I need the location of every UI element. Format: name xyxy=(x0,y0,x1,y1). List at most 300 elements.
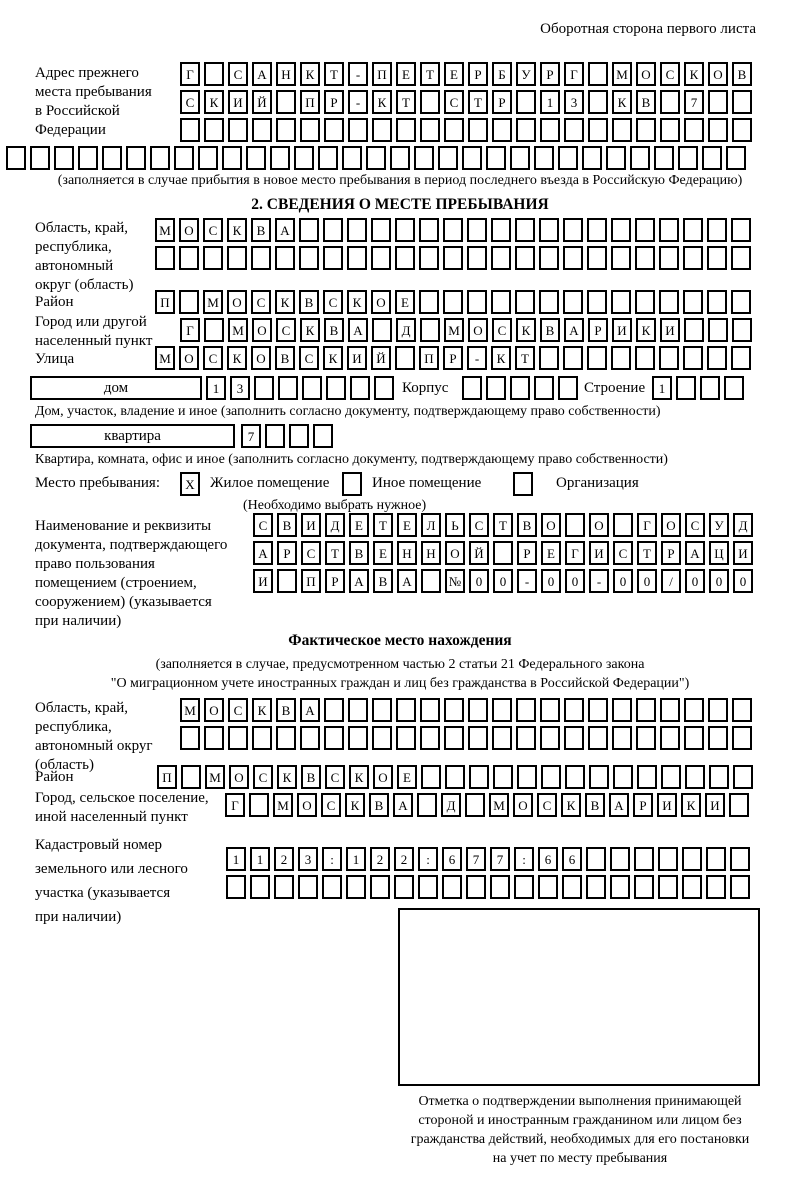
char-box[interactable] xyxy=(582,146,602,170)
char-box[interactable] xyxy=(586,875,606,899)
char-box[interactable] xyxy=(390,146,410,170)
char-box[interactable] xyxy=(30,146,50,170)
char-box[interactable] xyxy=(635,246,655,270)
apartment-type-box[interactable]: квартира xyxy=(30,424,235,448)
char-box[interactable] xyxy=(180,726,200,750)
char-box[interactable]: К xyxy=(561,793,581,817)
char-box[interactable]: 0 xyxy=(733,569,753,593)
char-box[interactable] xyxy=(419,290,439,314)
char-box[interactable]: К xyxy=(681,793,701,817)
char-box[interactable]: Р xyxy=(325,569,345,593)
char-box[interactable]: 7 xyxy=(684,90,704,114)
char-box[interactable] xyxy=(707,346,727,370)
char-box[interactable]: А xyxy=(253,541,273,565)
char-box[interactable] xyxy=(588,90,608,114)
char-box[interactable]: 3 xyxy=(230,376,250,400)
char-box[interactable]: Й xyxy=(469,541,489,565)
char-box[interactable] xyxy=(635,218,655,242)
char-box[interactable]: Т xyxy=(515,346,535,370)
char-box[interactable]: К xyxy=(323,346,343,370)
char-box[interactable] xyxy=(490,875,510,899)
char-box[interactable] xyxy=(198,146,218,170)
char-box[interactable]: Р xyxy=(324,90,344,114)
char-box[interactable] xyxy=(324,726,344,750)
char-box[interactable] xyxy=(658,875,678,899)
char-box[interactable] xyxy=(396,726,416,750)
char-box[interactable] xyxy=(564,118,584,142)
char-box[interactable]: С xyxy=(180,90,200,114)
char-box[interactable]: 3 xyxy=(564,90,584,114)
char-box[interactable]: К xyxy=(516,318,536,342)
char-box[interactable] xyxy=(491,218,511,242)
char-box[interactable] xyxy=(322,875,342,899)
char-box[interactable]: 1 xyxy=(652,376,672,400)
char-box[interactable] xyxy=(371,218,391,242)
char-box[interactable] xyxy=(174,146,194,170)
char-box[interactable] xyxy=(709,765,729,789)
char-box[interactable] xyxy=(564,726,584,750)
char-box[interactable] xyxy=(491,246,511,270)
char-box[interactable]: Т xyxy=(493,513,513,537)
char-box[interactable] xyxy=(514,875,534,899)
char-box[interactable]: О xyxy=(229,765,249,789)
char-box[interactable]: С xyxy=(537,793,557,817)
char-box[interactable] xyxy=(707,290,727,314)
char-box[interactable] xyxy=(294,146,314,170)
char-box[interactable] xyxy=(708,318,728,342)
char-box[interactable] xyxy=(612,118,632,142)
char-box[interactable]: М xyxy=(155,346,175,370)
char-box[interactable]: У xyxy=(516,62,536,86)
char-box[interactable]: В xyxy=(324,318,344,342)
char-box[interactable] xyxy=(395,246,415,270)
char-box[interactable]: Й xyxy=(252,90,272,114)
char-box[interactable] xyxy=(467,290,487,314)
char-box[interactable] xyxy=(732,318,752,342)
char-box[interactable]: С xyxy=(492,318,512,342)
char-box[interactable] xyxy=(444,698,464,722)
char-box[interactable]: И xyxy=(589,541,609,565)
char-box[interactable] xyxy=(181,765,201,789)
char-box[interactable]: И xyxy=(705,793,725,817)
char-box[interactable] xyxy=(444,118,464,142)
char-box[interactable]: М xyxy=(612,62,632,86)
char-box[interactable] xyxy=(126,146,146,170)
char-box[interactable]: 1 xyxy=(206,376,226,400)
char-box[interactable]: И xyxy=(347,346,367,370)
char-box[interactable] xyxy=(444,726,464,750)
char-box[interactable]: К xyxy=(491,346,511,370)
char-box[interactable] xyxy=(299,246,319,270)
char-box[interactable] xyxy=(540,118,560,142)
char-box[interactable] xyxy=(468,726,488,750)
char-box[interactable]: В xyxy=(369,793,389,817)
char-box[interactable]: А xyxy=(348,318,368,342)
char-box[interactable] xyxy=(204,62,224,86)
char-box[interactable]: О xyxy=(252,318,272,342)
char-box[interactable] xyxy=(421,765,441,789)
char-box[interactable] xyxy=(323,218,343,242)
char-box[interactable] xyxy=(372,726,392,750)
char-box[interactable]: Л xyxy=(421,513,441,537)
char-box[interactable] xyxy=(731,290,751,314)
char-box[interactable] xyxy=(486,146,506,170)
char-box[interactable]: Г xyxy=(637,513,657,537)
char-box[interactable] xyxy=(635,290,655,314)
char-box[interactable]: 1 xyxy=(226,847,246,871)
char-box[interactable]: 7 xyxy=(466,847,486,871)
char-box[interactable]: № xyxy=(445,569,465,593)
char-box[interactable] xyxy=(465,793,485,817)
char-box[interactable]: А xyxy=(300,698,320,722)
stay-option-org-checkbox[interactable] xyxy=(513,472,533,496)
char-box[interactable]: С xyxy=(253,765,273,789)
char-box[interactable] xyxy=(418,875,438,899)
char-box[interactable]: И xyxy=(301,513,321,537)
char-box[interactable]: О xyxy=(468,318,488,342)
char-box[interactable] xyxy=(289,424,309,448)
char-box[interactable]: Е xyxy=(397,765,417,789)
char-box[interactable] xyxy=(324,698,344,722)
char-box[interactable] xyxy=(731,218,751,242)
char-box[interactable]: К xyxy=(372,90,392,114)
char-box[interactable]: - xyxy=(589,569,609,593)
char-box[interactable] xyxy=(515,218,535,242)
char-box[interactable] xyxy=(420,318,440,342)
char-box[interactable] xyxy=(323,246,343,270)
char-box[interactable] xyxy=(6,146,26,170)
char-box[interactable]: Е xyxy=(541,541,561,565)
char-box[interactable]: Е xyxy=(349,513,369,537)
char-box[interactable]: 6 xyxy=(538,847,558,871)
char-box[interactable] xyxy=(395,346,415,370)
char-box[interactable]: О xyxy=(297,793,317,817)
char-box[interactable]: Д xyxy=(396,318,416,342)
char-box[interactable] xyxy=(613,513,633,537)
char-box[interactable] xyxy=(731,346,751,370)
char-box[interactable]: О xyxy=(227,290,247,314)
char-box[interactable] xyxy=(462,376,482,400)
char-box[interactable] xyxy=(275,246,295,270)
char-box[interactable]: 0 xyxy=(565,569,585,593)
char-box[interactable]: 1 xyxy=(540,90,560,114)
char-box[interactable]: М xyxy=(273,793,293,817)
char-box[interactable] xyxy=(538,875,558,899)
char-box[interactable]: Р xyxy=(277,541,297,565)
char-box[interactable] xyxy=(724,376,744,400)
char-box[interactable] xyxy=(732,118,752,142)
char-box[interactable]: П xyxy=(419,346,439,370)
char-box[interactable] xyxy=(222,146,242,170)
char-box[interactable] xyxy=(708,726,728,750)
char-box[interactable] xyxy=(250,875,270,899)
char-box[interactable] xyxy=(251,246,271,270)
char-box[interactable] xyxy=(228,726,248,750)
char-box[interactable]: В xyxy=(349,541,369,565)
char-box[interactable]: 0 xyxy=(637,569,657,593)
char-box[interactable] xyxy=(180,118,200,142)
char-box[interactable] xyxy=(396,118,416,142)
char-box[interactable]: К xyxy=(300,318,320,342)
char-box[interactable] xyxy=(366,146,386,170)
stay-option-inoe-checkbox[interactable] xyxy=(342,472,362,496)
char-box[interactable] xyxy=(516,698,536,722)
char-box[interactable]: М xyxy=(203,290,223,314)
char-box[interactable] xyxy=(541,765,561,789)
char-box[interactable] xyxy=(612,698,632,722)
char-box[interactable]: Е xyxy=(396,62,416,86)
char-box[interactable] xyxy=(318,146,338,170)
char-box[interactable] xyxy=(277,569,297,593)
char-box[interactable]: Ь xyxy=(445,513,465,537)
char-box[interactable]: Ц xyxy=(709,541,729,565)
char-box[interactable]: А xyxy=(609,793,629,817)
char-box[interactable] xyxy=(492,118,512,142)
char-box[interactable]: 1 xyxy=(250,847,270,871)
char-box[interactable] xyxy=(204,318,224,342)
char-box[interactable]: А xyxy=(393,793,413,817)
char-box[interactable] xyxy=(372,118,392,142)
char-box[interactable] xyxy=(467,246,487,270)
char-box[interactable] xyxy=(683,290,703,314)
char-box[interactable] xyxy=(462,146,482,170)
char-box[interactable] xyxy=(300,118,320,142)
char-box[interactable] xyxy=(733,765,753,789)
char-box[interactable] xyxy=(348,698,368,722)
char-box[interactable]: О xyxy=(513,793,533,817)
char-box[interactable]: С xyxy=(228,62,248,86)
char-box[interactable] xyxy=(659,346,679,370)
char-box[interactable] xyxy=(660,726,680,750)
char-box[interactable] xyxy=(347,218,367,242)
char-box[interactable] xyxy=(372,698,392,722)
char-box[interactable] xyxy=(586,847,606,871)
char-box[interactable]: В xyxy=(585,793,605,817)
char-box[interactable]: 2 xyxy=(370,847,390,871)
char-box[interactable]: С xyxy=(469,513,489,537)
char-box[interactable] xyxy=(420,90,440,114)
char-box[interactable] xyxy=(372,318,392,342)
char-box[interactable] xyxy=(587,290,607,314)
char-box[interactable] xyxy=(420,698,440,722)
char-box[interactable]: 0 xyxy=(685,569,705,593)
char-box[interactable]: О xyxy=(204,698,224,722)
char-box[interactable]: К xyxy=(204,90,224,114)
char-box[interactable]: М xyxy=(489,793,509,817)
char-box[interactable]: К xyxy=(636,318,656,342)
char-box[interactable]: О xyxy=(636,62,656,86)
char-box[interactable] xyxy=(660,118,680,142)
char-box[interactable] xyxy=(228,118,248,142)
char-box[interactable] xyxy=(587,218,607,242)
char-box[interactable] xyxy=(276,726,296,750)
char-box[interactable] xyxy=(298,875,318,899)
char-box[interactable]: С xyxy=(253,513,273,537)
char-box[interactable] xyxy=(252,118,272,142)
char-box[interactable] xyxy=(443,246,463,270)
char-box[interactable] xyxy=(274,875,294,899)
char-box[interactable]: Т xyxy=(637,541,657,565)
char-box[interactable] xyxy=(204,726,224,750)
char-box[interactable] xyxy=(370,875,390,899)
char-box[interactable]: 0 xyxy=(493,569,513,593)
char-box[interactable]: : xyxy=(514,847,534,871)
char-box[interactable]: А xyxy=(349,569,369,593)
char-box[interactable] xyxy=(611,290,631,314)
char-box[interactable]: С xyxy=(276,318,296,342)
char-box[interactable] xyxy=(588,62,608,86)
char-box[interactable]: С xyxy=(251,290,271,314)
char-box[interactable] xyxy=(515,290,535,314)
char-box[interactable] xyxy=(634,847,654,871)
char-box[interactable]: Г xyxy=(180,62,200,86)
char-box[interactable] xyxy=(540,726,560,750)
char-box[interactable] xyxy=(539,218,559,242)
char-box[interactable] xyxy=(565,765,585,789)
char-box[interactable]: - xyxy=(348,90,368,114)
char-box[interactable] xyxy=(682,847,702,871)
char-box[interactable] xyxy=(707,218,727,242)
char-box[interactable]: С xyxy=(203,218,223,242)
char-box[interactable] xyxy=(324,118,344,142)
char-box[interactable]: К xyxy=(275,290,295,314)
char-box[interactable]: К xyxy=(345,793,365,817)
char-box[interactable] xyxy=(302,376,322,400)
char-box[interactable]: 2 xyxy=(394,847,414,871)
char-box[interactable] xyxy=(611,218,631,242)
char-box[interactable]: С xyxy=(321,793,341,817)
char-box[interactable] xyxy=(589,765,609,789)
char-box[interactable] xyxy=(630,146,650,170)
char-box[interactable] xyxy=(493,541,513,565)
char-box[interactable]: И xyxy=(228,90,248,114)
char-box[interactable] xyxy=(637,765,657,789)
char-box[interactable]: Р xyxy=(443,346,463,370)
char-box[interactable] xyxy=(445,765,465,789)
char-box[interactable]: В xyxy=(517,513,537,537)
char-box[interactable] xyxy=(342,146,362,170)
char-box[interactable]: К xyxy=(227,218,247,242)
char-box[interactable] xyxy=(659,218,679,242)
char-box[interactable] xyxy=(654,146,674,170)
char-box[interactable] xyxy=(227,246,247,270)
char-box[interactable] xyxy=(102,146,122,170)
char-box[interactable] xyxy=(612,726,632,750)
char-box[interactable] xyxy=(278,376,298,400)
char-box[interactable] xyxy=(442,875,462,899)
char-box[interactable] xyxy=(700,376,720,400)
char-box[interactable]: В xyxy=(732,62,752,86)
char-box[interactable] xyxy=(313,424,333,448)
char-box[interactable] xyxy=(562,875,582,899)
char-box[interactable]: Т xyxy=(468,90,488,114)
char-box[interactable]: В xyxy=(251,218,271,242)
char-box[interactable] xyxy=(443,290,463,314)
char-box[interactable]: Б xyxy=(492,62,512,86)
char-box[interactable] xyxy=(534,376,554,400)
char-box[interactable]: К xyxy=(349,765,369,789)
char-box[interactable] xyxy=(395,218,415,242)
char-box[interactable] xyxy=(684,118,704,142)
char-box[interactable] xyxy=(606,146,626,170)
char-box[interactable] xyxy=(493,765,513,789)
char-box[interactable]: П xyxy=(157,765,177,789)
char-box[interactable] xyxy=(685,765,705,789)
char-box[interactable] xyxy=(611,346,631,370)
char-box[interactable] xyxy=(414,146,434,170)
char-box[interactable] xyxy=(683,218,703,242)
char-box[interactable] xyxy=(350,376,370,400)
char-box[interactable] xyxy=(252,726,272,750)
char-box[interactable]: А xyxy=(252,62,272,86)
char-box[interactable]: С xyxy=(613,541,633,565)
char-box[interactable]: 0 xyxy=(709,569,729,593)
char-box[interactable] xyxy=(702,146,722,170)
char-box[interactable] xyxy=(265,424,285,448)
char-box[interactable] xyxy=(732,726,752,750)
char-box[interactable] xyxy=(636,118,656,142)
char-box[interactable]: С xyxy=(228,698,248,722)
char-box[interactable] xyxy=(682,875,702,899)
char-box[interactable] xyxy=(254,376,274,400)
char-box[interactable] xyxy=(420,118,440,142)
char-box[interactable] xyxy=(636,698,656,722)
char-box[interactable] xyxy=(539,346,559,370)
char-box[interactable] xyxy=(204,118,224,142)
char-box[interactable]: В xyxy=(636,90,656,114)
char-box[interactable]: Т xyxy=(325,541,345,565)
char-box[interactable]: С xyxy=(444,90,464,114)
char-box[interactable]: Р xyxy=(468,62,488,86)
char-box[interactable]: О xyxy=(661,513,681,537)
char-box[interactable] xyxy=(246,146,266,170)
char-box[interactable] xyxy=(348,118,368,142)
char-box[interactable] xyxy=(588,698,608,722)
char-box[interactable] xyxy=(78,146,98,170)
char-box[interactable]: 0 xyxy=(469,569,489,593)
char-box[interactable]: М xyxy=(155,218,175,242)
char-box[interactable]: Й xyxy=(371,346,391,370)
char-box[interactable] xyxy=(729,793,749,817)
char-box[interactable] xyxy=(203,246,223,270)
char-box[interactable] xyxy=(660,698,680,722)
char-box[interactable] xyxy=(419,246,439,270)
char-box[interactable] xyxy=(516,118,536,142)
char-box[interactable]: Г xyxy=(180,318,200,342)
char-box[interactable] xyxy=(706,847,726,871)
char-box[interactable]: П xyxy=(300,90,320,114)
char-box[interactable]: К xyxy=(612,90,632,114)
char-box[interactable] xyxy=(661,765,681,789)
char-box[interactable]: О xyxy=(541,513,561,537)
char-box[interactable]: Е xyxy=(373,541,393,565)
char-box[interactable]: Д xyxy=(441,793,461,817)
char-box[interactable]: С xyxy=(660,62,680,86)
char-box[interactable] xyxy=(539,290,559,314)
char-box[interactable]: / xyxy=(661,569,681,593)
char-box[interactable]: П xyxy=(155,290,175,314)
char-box[interactable] xyxy=(558,376,578,400)
char-box[interactable] xyxy=(467,218,487,242)
char-box[interactable]: Е xyxy=(397,513,417,537)
char-box[interactable]: О xyxy=(179,346,199,370)
char-box[interactable] xyxy=(348,726,368,750)
char-box[interactable] xyxy=(515,246,535,270)
char-box[interactable]: И xyxy=(660,318,680,342)
char-box[interactable]: Т xyxy=(324,62,344,86)
char-box[interactable]: М xyxy=(180,698,200,722)
char-box[interactable]: А xyxy=(685,541,705,565)
